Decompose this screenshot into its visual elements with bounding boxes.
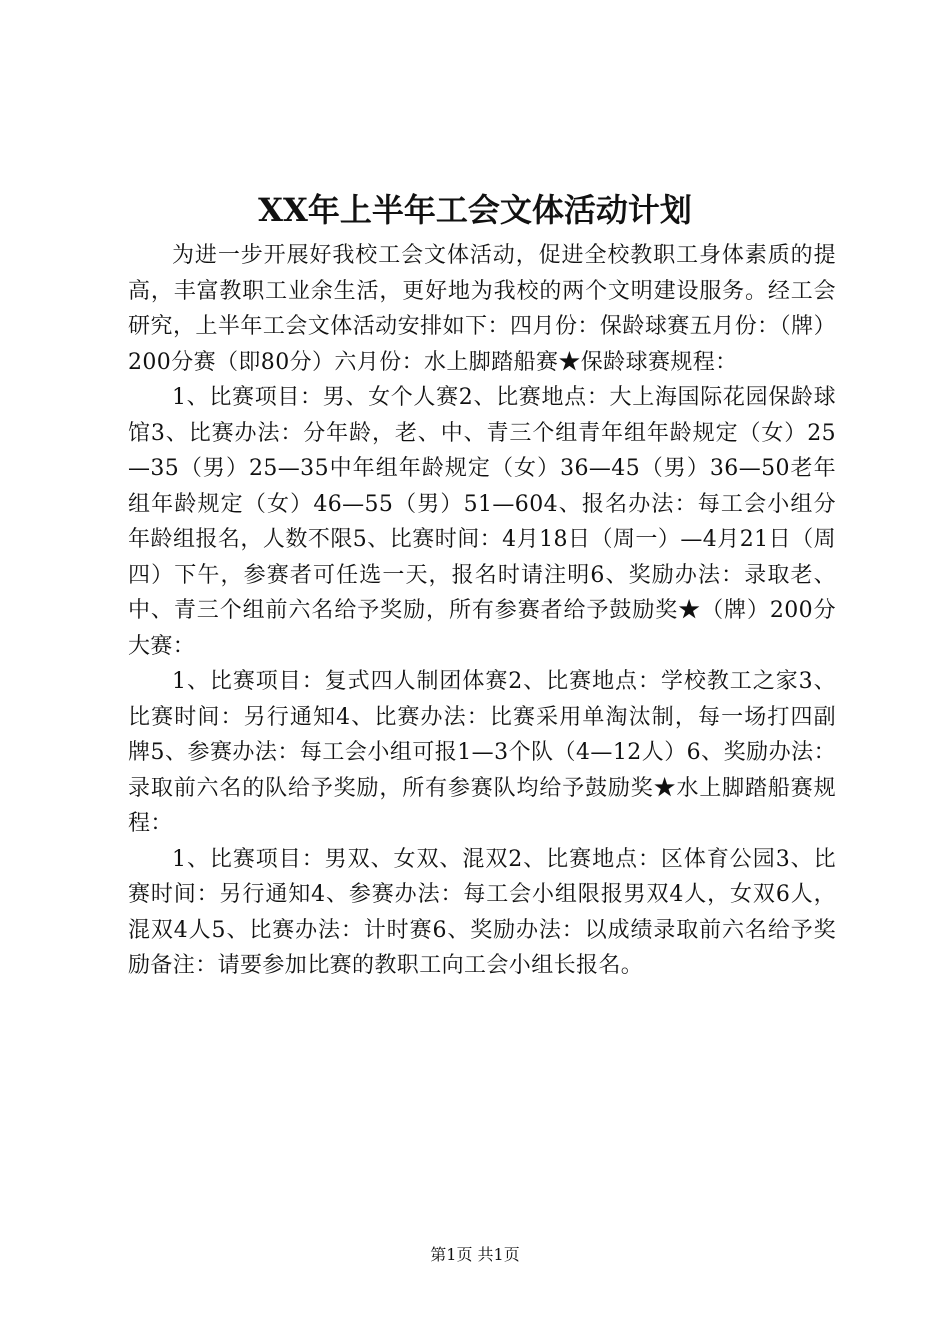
document-title: XX年上半年工会文体活动计划	[258, 191, 692, 229]
pedal-boat-rules-paragraph: 1、比赛项目：男双、女双、混双2、比赛地点：区体育公园3、比赛时间：另行通知4、参赛办法：每工会小组限报男双4人，女双6人，混双4人5、比赛办法：计时赛6、奖励办法：以成绩录取前六名给予奖励备注：请要参加比赛的教职工向工会小组长报名。	[128, 846, 836, 978]
intro-paragraph: 为进一步开展好我校工会文体活动，促进全校教职工身体素质的提高，丰富教职工业余生活，更好地为我校的两个文明建设服务。经工会研究，上半年工会文体活动安排如下：四月份：保龄球赛五月份：（牌）200分赛（即80分）六月份：水上脚踏船赛★保龄球赛规程：	[128, 243, 836, 375]
card-game-rules-paragraph: 1、比赛项目：复式四人制团体赛2、比赛地点：学校教工之家3、比赛时间：另行通知4、比赛办法：比赛采用单淘汰制，每一场打四副牌5、参赛办法：每工会小组可报1—3个队（4—12人）6、奖励办法：录取前六名的队给予奖励，所有参赛队均给予鼓励奖★水上脚踏船赛规程：	[128, 669, 836, 836]
page-number-footer: 第1页 共1页	[430, 1245, 520, 1264]
bowling-rules-paragraph: 1、比赛项目：男、女个人赛2、比赛地点：大上海国际花园保龄球馆3、比赛办法：分年龄，老、中、青三个组青年组年龄规定（女）25—35（男）25—35中年组年龄规定（女）36—45（男）36—50老年组年龄规定（女）46—55（男）51—604、报名办法：每工会小组分年龄组报名，人数不限5、比赛时间：4月18日（周一）—4月21日（周四）下午，参赛者可任选一天，报名时请注明6、奖励办法：录取老、中、青三个组前六名给予奖励，所有参赛者给予鼓励奖★（牌）200分大赛：	[128, 385, 836, 659]
document-body	[128, 238, 836, 984]
